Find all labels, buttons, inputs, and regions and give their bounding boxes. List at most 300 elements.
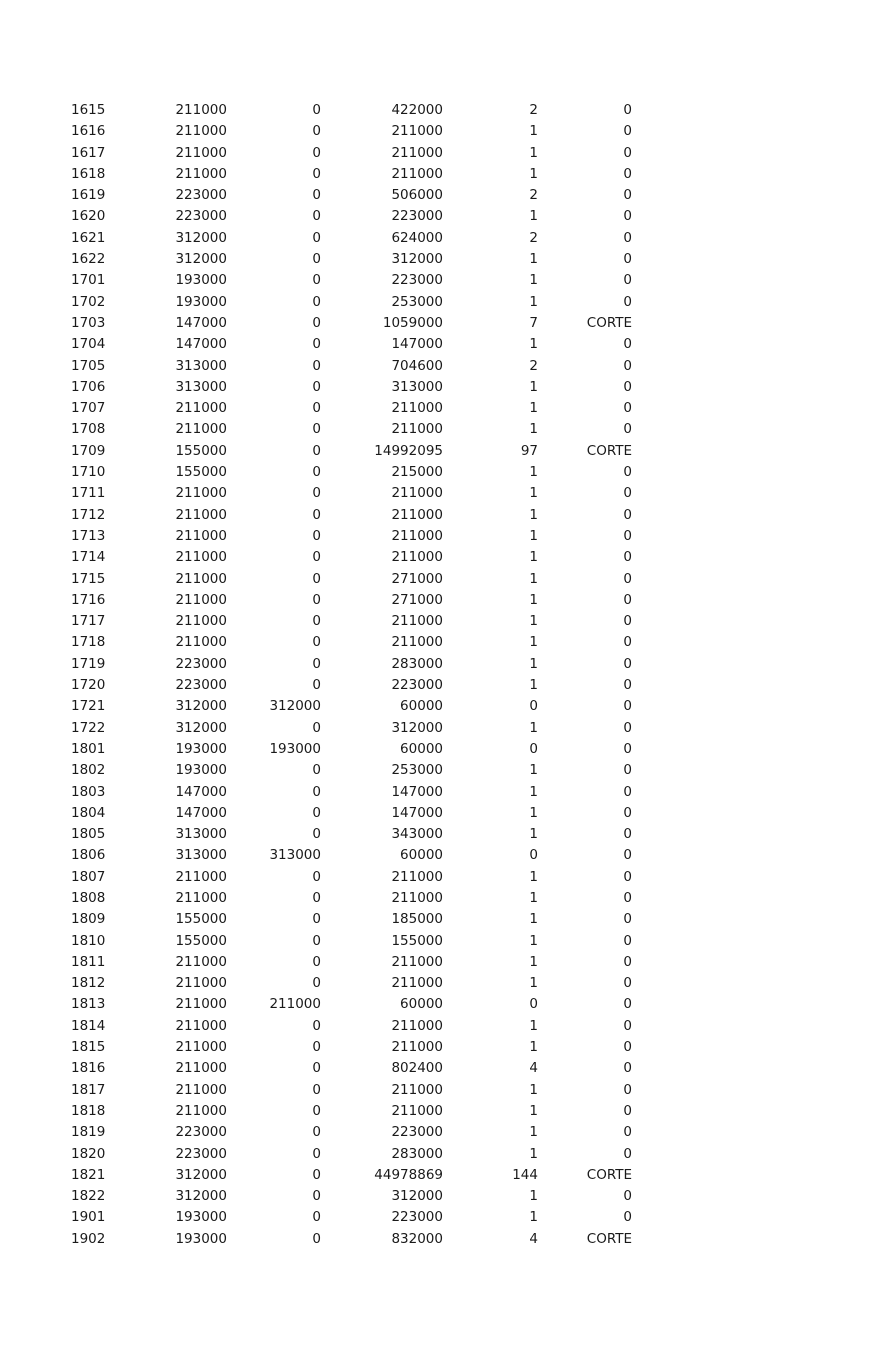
status-cell: 0 bbox=[623, 826, 632, 843]
balance-cell: 147000 bbox=[391, 336, 443, 353]
amount-cell: 211000 bbox=[175, 1017, 227, 1034]
balance-cell: 147000 bbox=[391, 783, 443, 800]
payment-cell: 0 bbox=[312, 1145, 321, 1162]
table-row bbox=[0, 398, 886, 419]
amount-cell: 211000 bbox=[175, 165, 227, 182]
status-cell: 0 bbox=[623, 527, 632, 544]
status-cell: 0 bbox=[623, 655, 632, 672]
balance-cell: 211000 bbox=[391, 613, 443, 630]
table-row bbox=[0, 675, 886, 696]
status-cell: 0 bbox=[623, 996, 632, 1013]
count-cell: 1 bbox=[529, 762, 538, 779]
payment-cell: 0 bbox=[312, 1188, 321, 1205]
status-cell: 0 bbox=[623, 464, 632, 481]
amount-cell: 211000 bbox=[175, 1102, 227, 1119]
amount-cell: 313000 bbox=[175, 847, 227, 864]
amount-cell: 147000 bbox=[175, 783, 227, 800]
unit-cell: 1713 bbox=[71, 527, 106, 544]
balance-cell: 271000 bbox=[391, 570, 443, 587]
balance-cell: 422000 bbox=[391, 102, 443, 118]
unit-cell: 1709 bbox=[71, 442, 106, 459]
amount-cell: 211000 bbox=[175, 570, 227, 587]
balance-cell: 271000 bbox=[391, 591, 443, 608]
table-row bbox=[0, 931, 886, 952]
unit-cell: 1801 bbox=[71, 740, 106, 757]
payment-cell: 0 bbox=[312, 1230, 321, 1247]
status-cell: CORTE bbox=[586, 442, 632, 459]
balance-cell: 832000 bbox=[391, 1230, 443, 1247]
balance-cell: 211000 bbox=[391, 123, 443, 140]
table-row bbox=[0, 356, 886, 377]
amount-cell: 211000 bbox=[175, 549, 227, 566]
payment-cell: 0 bbox=[312, 1166, 321, 1183]
table-row bbox=[0, 1037, 886, 1058]
status-cell: 0 bbox=[623, 421, 632, 438]
table-row bbox=[0, 1058, 886, 1079]
amount-cell: 211000 bbox=[175, 400, 227, 417]
payment-cell: 0 bbox=[312, 527, 321, 544]
balance-cell: 211000 bbox=[391, 634, 443, 651]
count-cell: 4 bbox=[529, 1060, 538, 1077]
table-row bbox=[0, 654, 886, 675]
amount-cell: 313000 bbox=[175, 378, 227, 395]
count-cell: 1 bbox=[529, 506, 538, 523]
table-row bbox=[0, 718, 886, 739]
amount-cell: 147000 bbox=[175, 336, 227, 353]
count-cell: 1 bbox=[529, 1124, 538, 1141]
status-cell: 0 bbox=[623, 783, 632, 800]
unit-cell: 1818 bbox=[71, 1102, 106, 1119]
balance-cell: 211000 bbox=[391, 527, 443, 544]
unit-cell: 1901 bbox=[71, 1209, 106, 1226]
table-row bbox=[0, 845, 886, 866]
status-cell: 0 bbox=[623, 251, 632, 268]
balance-cell: 60000 bbox=[400, 996, 443, 1013]
amount-cell: 223000 bbox=[175, 1124, 227, 1141]
amount-cell: 211000 bbox=[175, 591, 227, 608]
payment-cell: 313000 bbox=[269, 847, 321, 864]
amount-cell: 147000 bbox=[175, 804, 227, 821]
amount-cell: 223000 bbox=[175, 187, 227, 204]
amount-cell: 155000 bbox=[175, 932, 227, 949]
count-cell: 1 bbox=[529, 293, 538, 310]
balance-cell: 211000 bbox=[391, 1102, 443, 1119]
count-cell: 0 bbox=[529, 698, 538, 715]
count-cell: 1 bbox=[529, 719, 538, 736]
payment-cell: 0 bbox=[312, 229, 321, 246]
balance-cell: 147000 bbox=[391, 804, 443, 821]
balance-cell: 1059000 bbox=[382, 314, 443, 331]
count-cell: 1 bbox=[529, 421, 538, 438]
amount-cell: 211000 bbox=[175, 102, 227, 118]
status-cell: 0 bbox=[623, 1081, 632, 1098]
unit-cell: 1701 bbox=[71, 272, 106, 289]
payment-cell: 0 bbox=[312, 677, 321, 694]
amount-cell: 211000 bbox=[175, 634, 227, 651]
status-cell: 0 bbox=[623, 953, 632, 970]
unit-cell: 1808 bbox=[71, 889, 106, 906]
unit-cell: 1809 bbox=[71, 911, 106, 928]
balance-cell: 223000 bbox=[391, 272, 443, 289]
status-cell: 0 bbox=[623, 272, 632, 289]
payment-cell: 0 bbox=[312, 293, 321, 310]
count-cell: 1 bbox=[529, 911, 538, 928]
count-cell: 2 bbox=[529, 187, 538, 204]
status-cell: 0 bbox=[623, 889, 632, 906]
table-row bbox=[0, 569, 886, 590]
amount-cell: 223000 bbox=[175, 655, 227, 672]
balance-cell: 211000 bbox=[391, 975, 443, 992]
amount-cell: 211000 bbox=[175, 1081, 227, 1098]
payment-cell: 0 bbox=[312, 1102, 321, 1119]
amount-cell: 211000 bbox=[175, 953, 227, 970]
balance-cell: 506000 bbox=[391, 187, 443, 204]
count-cell: 1 bbox=[529, 953, 538, 970]
table-row bbox=[0, 1207, 886, 1228]
payment-cell: 0 bbox=[312, 613, 321, 630]
payment-cell: 0 bbox=[312, 911, 321, 928]
status-cell: 0 bbox=[623, 102, 632, 118]
status-cell: CORTE bbox=[586, 1230, 632, 1247]
unit-cell: 1720 bbox=[71, 677, 106, 694]
payment-cell: 0 bbox=[312, 868, 321, 885]
amount-cell: 211000 bbox=[175, 485, 227, 502]
amount-cell: 193000 bbox=[175, 1209, 227, 1226]
unit-cell: 1617 bbox=[71, 144, 106, 161]
payment-cell: 193000 bbox=[269, 740, 321, 757]
unit-cell: 1711 bbox=[71, 485, 106, 502]
payment-cell: 0 bbox=[312, 336, 321, 353]
unit-cell: 1708 bbox=[71, 421, 106, 438]
count-cell: 1 bbox=[529, 144, 538, 161]
table-row bbox=[0, 1165, 886, 1186]
amount-cell: 193000 bbox=[175, 762, 227, 779]
status-cell: 0 bbox=[623, 293, 632, 310]
count-cell: 1 bbox=[529, 868, 538, 885]
amount-cell: 193000 bbox=[175, 272, 227, 289]
table-row bbox=[0, 313, 886, 334]
balance-cell: 313000 bbox=[391, 378, 443, 395]
count-cell: 1 bbox=[529, 975, 538, 992]
amount-cell: 211000 bbox=[175, 506, 227, 523]
balance-cell: 283000 bbox=[391, 1145, 443, 1162]
balance-cell: 211000 bbox=[391, 421, 443, 438]
payment-cell: 0 bbox=[312, 591, 321, 608]
count-cell: 1 bbox=[529, 336, 538, 353]
amount-cell: 193000 bbox=[175, 1230, 227, 1247]
unit-cell: 1710 bbox=[71, 464, 106, 481]
status-cell: CORTE bbox=[586, 314, 632, 331]
table-row bbox=[0, 1186, 886, 1207]
payment-cell: 0 bbox=[312, 464, 321, 481]
unit-cell: 1704 bbox=[71, 336, 106, 353]
status-cell: 0 bbox=[623, 187, 632, 204]
count-cell: 1 bbox=[529, 1188, 538, 1205]
table-row bbox=[0, 1101, 886, 1122]
count-cell: 1 bbox=[529, 165, 538, 182]
payment-cell: 0 bbox=[312, 123, 321, 140]
balance-cell: 223000 bbox=[391, 1124, 443, 1141]
balance-cell: 312000 bbox=[391, 251, 443, 268]
table-row bbox=[0, 994, 886, 1015]
unit-cell: 1702 bbox=[71, 293, 106, 310]
count-cell: 1 bbox=[529, 783, 538, 800]
balance-cell: 223000 bbox=[391, 208, 443, 225]
amount-cell: 312000 bbox=[175, 1188, 227, 1205]
table-row bbox=[0, 164, 886, 185]
status-cell: 0 bbox=[623, 591, 632, 608]
status-cell: 0 bbox=[623, 1039, 632, 1056]
unit-cell: 1618 bbox=[71, 165, 106, 182]
count-cell: 1 bbox=[529, 208, 538, 225]
count-cell: 1 bbox=[529, 1145, 538, 1162]
payment-cell: 0 bbox=[312, 251, 321, 268]
payment-cell: 0 bbox=[312, 1124, 321, 1141]
unit-cell: 1805 bbox=[71, 826, 106, 843]
status-cell: 0 bbox=[623, 485, 632, 502]
unit-cell: 1812 bbox=[71, 975, 106, 992]
table-row bbox=[0, 1016, 886, 1037]
amount-cell: 312000 bbox=[175, 719, 227, 736]
table-row bbox=[0, 121, 886, 142]
amount-cell: 313000 bbox=[175, 357, 227, 374]
payment-cell: 312000 bbox=[269, 698, 321, 715]
unit-cell: 1621 bbox=[71, 229, 106, 246]
table-row bbox=[0, 1144, 886, 1165]
payment-cell: 0 bbox=[312, 889, 321, 906]
balance-cell: 60000 bbox=[400, 698, 443, 715]
unit-cell: 1804 bbox=[71, 804, 106, 821]
status-cell: 0 bbox=[623, 549, 632, 566]
table-row bbox=[0, 952, 886, 973]
data-table bbox=[0, 100, 886, 1250]
balance-cell: 211000 bbox=[391, 868, 443, 885]
status-cell: 0 bbox=[623, 1209, 632, 1226]
balance-cell: 211000 bbox=[391, 144, 443, 161]
unit-cell: 1811 bbox=[71, 953, 106, 970]
table-row bbox=[0, 441, 886, 462]
unit-cell: 1716 bbox=[71, 591, 106, 608]
table-row bbox=[0, 824, 886, 845]
count-cell: 2 bbox=[529, 229, 538, 246]
unit-cell: 1816 bbox=[71, 1060, 106, 1077]
table-row bbox=[0, 483, 886, 504]
table-row bbox=[0, 1080, 886, 1101]
balance-cell: 185000 bbox=[391, 911, 443, 928]
payment-cell: 0 bbox=[312, 378, 321, 395]
balance-cell: 211000 bbox=[391, 889, 443, 906]
balance-cell: 14992095 bbox=[374, 442, 443, 459]
amount-cell: 312000 bbox=[175, 229, 227, 246]
balance-cell: 624000 bbox=[391, 229, 443, 246]
unit-cell: 1718 bbox=[71, 634, 106, 651]
amount-cell: 211000 bbox=[175, 1060, 227, 1077]
table-row bbox=[0, 1229, 886, 1250]
status-cell: CORTE bbox=[586, 1166, 632, 1183]
unit-cell: 1615 bbox=[71, 102, 106, 118]
status-cell: 0 bbox=[623, 804, 632, 821]
count-cell: 1 bbox=[529, 655, 538, 672]
status-cell: 0 bbox=[623, 336, 632, 353]
amount-cell: 211000 bbox=[175, 613, 227, 630]
payment-cell: 0 bbox=[312, 953, 321, 970]
table-row bbox=[0, 249, 886, 270]
count-cell: 2 bbox=[529, 357, 538, 374]
payment-cell: 0 bbox=[312, 506, 321, 523]
table-row bbox=[0, 462, 886, 483]
count-cell: 1 bbox=[529, 1209, 538, 1226]
unit-cell: 1620 bbox=[71, 208, 106, 225]
unit-cell: 1806 bbox=[71, 847, 106, 864]
table-row bbox=[0, 270, 886, 291]
count-cell: 1 bbox=[529, 272, 538, 289]
status-cell: 0 bbox=[623, 975, 632, 992]
count-cell: 1 bbox=[529, 527, 538, 544]
payment-cell: 0 bbox=[312, 975, 321, 992]
payment-cell: 0 bbox=[312, 165, 321, 182]
amount-cell: 155000 bbox=[175, 911, 227, 928]
table-row bbox=[0, 867, 886, 888]
status-cell: 0 bbox=[623, 378, 632, 395]
table-row bbox=[0, 590, 886, 611]
payment-cell: 0 bbox=[312, 357, 321, 374]
table-row bbox=[0, 292, 886, 313]
count-cell: 1 bbox=[529, 464, 538, 481]
count-cell: 1 bbox=[529, 1039, 538, 1056]
unit-cell: 1817 bbox=[71, 1081, 106, 1098]
status-cell: 0 bbox=[623, 144, 632, 161]
amount-cell: 312000 bbox=[175, 1166, 227, 1183]
amount-cell: 211000 bbox=[175, 975, 227, 992]
count-cell: 1 bbox=[529, 1102, 538, 1119]
payment-cell: 0 bbox=[312, 442, 321, 459]
unit-cell: 1814 bbox=[71, 1017, 106, 1034]
count-cell: 144 bbox=[512, 1166, 538, 1183]
status-cell: 0 bbox=[623, 1102, 632, 1119]
count-cell: 1 bbox=[529, 826, 538, 843]
payment-cell: 0 bbox=[312, 570, 321, 587]
unit-cell: 1821 bbox=[71, 1166, 106, 1183]
unit-cell: 1721 bbox=[71, 698, 106, 715]
balance-cell: 312000 bbox=[391, 1188, 443, 1205]
amount-cell: 223000 bbox=[175, 208, 227, 225]
count-cell: 4 bbox=[529, 1230, 538, 1247]
status-cell: 0 bbox=[623, 1060, 632, 1077]
table-row bbox=[0, 611, 886, 632]
count-cell: 1 bbox=[529, 932, 538, 949]
table-row bbox=[0, 377, 886, 398]
payment-cell: 0 bbox=[312, 314, 321, 331]
status-cell: 0 bbox=[623, 123, 632, 140]
count-cell: 1 bbox=[529, 634, 538, 651]
status-cell: 0 bbox=[623, 570, 632, 587]
table-row bbox=[0, 206, 886, 227]
amount-cell: 211000 bbox=[175, 421, 227, 438]
table-row bbox=[0, 419, 886, 440]
amount-cell: 211000 bbox=[175, 144, 227, 161]
count-cell: 0 bbox=[529, 847, 538, 864]
balance-cell: 211000 bbox=[391, 1081, 443, 1098]
amount-cell: 155000 bbox=[175, 464, 227, 481]
table-row bbox=[0, 782, 886, 803]
amount-cell: 211000 bbox=[175, 996, 227, 1013]
payment-cell: 0 bbox=[312, 485, 321, 502]
balance-cell: 802400 bbox=[391, 1060, 443, 1077]
table-row bbox=[0, 100, 886, 121]
table-row bbox=[0, 143, 886, 164]
balance-cell: 343000 bbox=[391, 826, 443, 843]
unit-cell: 1707 bbox=[71, 400, 106, 417]
count-cell: 1 bbox=[529, 378, 538, 395]
table-row bbox=[0, 632, 886, 653]
unit-cell: 1819 bbox=[71, 1124, 106, 1141]
amount-cell: 211000 bbox=[175, 889, 227, 906]
payment-cell: 0 bbox=[312, 719, 321, 736]
table-row bbox=[0, 334, 886, 355]
status-cell: 0 bbox=[623, 165, 632, 182]
balance-cell: 253000 bbox=[391, 293, 443, 310]
payment-cell: 0 bbox=[312, 400, 321, 417]
status-cell: 0 bbox=[623, 506, 632, 523]
table-row bbox=[0, 505, 886, 526]
table-row bbox=[0, 547, 886, 568]
payment-cell: 0 bbox=[312, 421, 321, 438]
payment-cell: 0 bbox=[312, 1017, 321, 1034]
amount-cell: 211000 bbox=[175, 868, 227, 885]
unit-cell: 1822 bbox=[71, 1188, 106, 1205]
amount-cell: 193000 bbox=[175, 740, 227, 757]
count-cell: 1 bbox=[529, 400, 538, 417]
unit-cell: 1712 bbox=[71, 506, 106, 523]
payment-cell: 0 bbox=[312, 655, 321, 672]
payment-cell: 0 bbox=[312, 549, 321, 566]
balance-cell: 283000 bbox=[391, 655, 443, 672]
balance-cell: 211000 bbox=[391, 953, 443, 970]
status-cell: 0 bbox=[623, 740, 632, 757]
balance-cell: 211000 bbox=[391, 549, 443, 566]
status-cell: 0 bbox=[623, 762, 632, 779]
unit-cell: 1803 bbox=[71, 783, 106, 800]
table-row bbox=[0, 760, 886, 781]
payment-cell: 0 bbox=[312, 762, 321, 779]
status-cell: 0 bbox=[623, 719, 632, 736]
status-cell: 0 bbox=[623, 208, 632, 225]
unit-cell: 1813 bbox=[71, 996, 106, 1013]
unit-cell: 1715 bbox=[71, 570, 106, 587]
amount-cell: 155000 bbox=[175, 442, 227, 459]
count-cell: 1 bbox=[529, 613, 538, 630]
payment-cell: 211000 bbox=[269, 996, 321, 1013]
balance-cell: 60000 bbox=[400, 847, 443, 864]
status-cell: 0 bbox=[623, 932, 632, 949]
count-cell: 1 bbox=[529, 251, 538, 268]
unit-cell: 1902 bbox=[71, 1230, 106, 1247]
unit-cell: 1703 bbox=[71, 314, 106, 331]
table-row bbox=[0, 1122, 886, 1143]
table-row bbox=[0, 803, 886, 824]
amount-cell: 147000 bbox=[175, 314, 227, 331]
table-row bbox=[0, 185, 886, 206]
count-cell: 0 bbox=[529, 996, 538, 1013]
payment-cell: 0 bbox=[312, 144, 321, 161]
count-cell: 1 bbox=[529, 549, 538, 566]
amount-cell: 223000 bbox=[175, 677, 227, 694]
unit-cell: 1802 bbox=[71, 762, 106, 779]
balance-cell: 223000 bbox=[391, 677, 443, 694]
count-cell: 1 bbox=[529, 677, 538, 694]
payment-cell: 0 bbox=[312, 1081, 321, 1098]
unit-cell: 1719 bbox=[71, 655, 106, 672]
